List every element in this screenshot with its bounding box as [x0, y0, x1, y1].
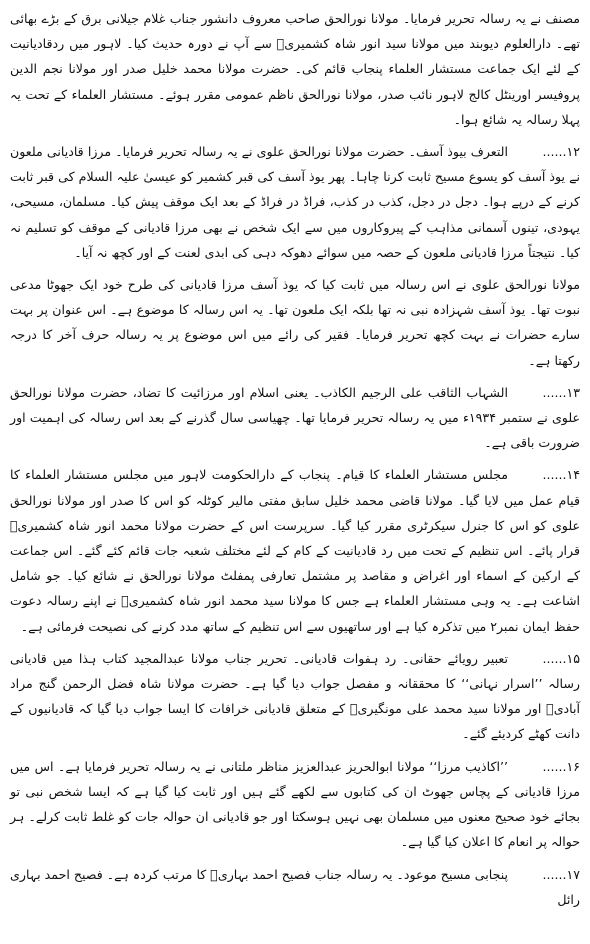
- paragraph-intro: [10, 6, 580, 132]
- paragraph-text: پنجابی مسیح موعود۔ یہ رسالہ جناب فصیح احمد بہاریؒ کا مرتب کردہ ہے۔ فصیح احمد بہاری رائل: [10, 866, 580, 907]
- paragraph-text: تعبیر رویائے حقانی۔ رد ہفوات قادیانی۔ تحریر جناب مولانا عبدالمجید کتاب ہذا میں قادیانی رسالہ ’’اسرار نہانی‘‘ کا محققانہ و مفصل جواب دیا گیا ہے۔ حضرت مولانا شاہ فضل الرحمن گنج مراد آبادیؒ اور مولانا سید محمد علی مونگیریؒ کے متعلق قادیانی خرافات کا ایسا جواب دیا گیا کہ قادیانیوں کے دانت کھٹے کردیئے گئے۔: [10, 650, 580, 742]
- item-number: ۱۵......: [542, 650, 580, 666]
- paragraph-item-12: [10, 139, 580, 265]
- paragraph-item-16: [10, 754, 580, 855]
- item-number: ۱۲......: [542, 144, 580, 160]
- paragraph-item-15: [10, 646, 580, 747]
- paragraph-text: التعرف بیوذ آسف۔ حضرت مولانا نورالحق علوی نے یہ رسالہ تحریر فرمایا۔ مرزا قادیانی ملعون نے یوذ آسف کو یسوع مسیح ثابت کرنا چاہا۔ پھر یوذ آسف کی قبر کشمیر کو عیسیٰ علیہ السلام کی قبر ثابت کرنے کے درپے ہوا۔ دجل در دجل، کذب در کذب، فراڈ در فراڈ کے بعد ایک موقف پیش کیا۔ مسلمان، مسیحی، یہودی، تینوں آسمانی مذاہب کے پیروکاروں میں سے ایک شخص نے بھی مرزا قادیانی کے موقف کو تسلیم نہ کیا۔ نتیجتاً مرزا قادیانی ملعون کے حصہ میں سوائے دھوکہ دہی کی ابدی لعنت کے اور کچھ نہ آیا۔: [10, 144, 580, 260]
- paragraph-text: مولانا نورالحق علوی نے اس رسالہ میں ثابت کیا کہ یوذ آسف مرزا قادیانی کی طرح خود ایک جھوٹا مدعی نبوت تھا۔ یوذ آسف شہزادہ نبی نہ تھا بلکہ ایک ملعون تھا۔ یہ اس رسالہ کا موضوع ہے۔ اس عنوان پر بہت سارے حضرات نے بہت کچھ تحریر فرمایا۔ فقیر کی رائے میں اس موضوع پر یہ رسالہ حرف آخر کا درجہ رکھتا ہے۔: [10, 277, 580, 368]
- paragraph-text: مجلس مستشار العلماء کا قیام۔ پنجاب کے دارالحکومت لاہور میں مجلس مستشار العلماء کا قیام عمل میں لایا گیا۔ مولانا قاضی محمد خلیل سابق مفتی مالیر کوٹلہ کو اس کا صدر اور مولانا نورالحق علوی کو اس کا جنرل سیکرٹری مقرر کیا گیا۔ سرپرست اس کے حضرت مولانا محمد انور شاہ کشمیریؒ قرار پائے۔ اس تنظیم کے تحت میں رد قادیانیت کے کام کے لئے مختلف شعبہ جات قائم کئے گئے۔ اس جماعت کے ارکین کے اسماء اور اغراض و مقاصد پر مشتمل تعارفی پمفلٹ مولانا نورالحق نے شائع کیا۔ جو شامل اشاعت ہے۔ یہ وہی مستشار العلماء ہے جس کا مولانا سید محمد انور شاہ کشمیریؒ نے اپنے رسالہ دعوت حفظ ایمان نمبر۲ میں تذکرہ کیا ہے اور ساتھیوں سے اس تنظیم کے ساتھ مدد کرنے کی نصیحت فرمائی ہے۔: [10, 467, 580, 634]
- item-number: ۱۴......: [542, 467, 580, 483]
- paragraph-item-12-cont: [10, 272, 580, 373]
- item-number: ۱۳......: [542, 384, 580, 400]
- paragraph-item-13: [10, 380, 580, 456]
- item-number: ۱۷......: [542, 866, 580, 882]
- paragraph-text: مصنف نے یہ رسالہ تحریر فرمایا۔ مولانا نورالحق صاحب معروف دانشور جناب غلام جیلانی برق کے بڑے بھائی تھے۔ دارالعلوم دیوبند میں مولانا سید انور شاہ کشمیریؒ سے آپ نے دورہ حدیث کیا۔ لاہور میں ردقادیانیت کے لئے ایک جماعت مستشار العلماء پنجاب قائم کی۔ حضرت مولانا محمد خلیل صدر اور مولانا نجم الدین پروفیسر اورینٹل کالج لاہور نائب صدر، مولانا نورالحق ناظم عمومی مقرر ہوئے۔ مستشار العلماء کے تحت یہ پہلا رسالہ یہ شائع ہوا۔: [10, 11, 580, 127]
- paragraph-item-14: [10, 462, 580, 638]
- item-number: ۱۶......: [542, 758, 580, 774]
- paragraph-text: الشہاب الثاقب علی الرجیم الکاذب۔ یعنی اسلام اور مرزائیت کا تضاد، حضرت مولانا نورالحق علوی نے ستمبر ۱۹۳۴ء میں یہ رسالہ تحریر فرمایا تھا۔ چھیاسی سال گذرنے کے بعد اس رسالہ کی اہمیت اور ضرورت باقی ہے۔: [10, 384, 580, 451]
- paragraph-item-17: [10, 862, 580, 912]
- paragraph-text: ’’اکاذیب مرزا‘‘ مولانا ابوالحریز عبدالعزیز مناظر ملتانی نے یہ رسالہ تحریر فرمایا ہے۔ اس میں مرزا قادیانی کے پچاس جھوٹ ان کی کتابوں سے لکھے گئے ہیں اور ثابت کیا گیا ہے کہ ایسا شخص نبی تو بجائے خود صحیح معنوں میں مسلمان بھی نہیں ہوسکتا اور جو قادیانی ان حوالہ جات کو غلط ثابت کرلے۔ ہر حوالہ پر انعام کا اعلان کیا گیا ہے۔: [10, 758, 580, 850]
